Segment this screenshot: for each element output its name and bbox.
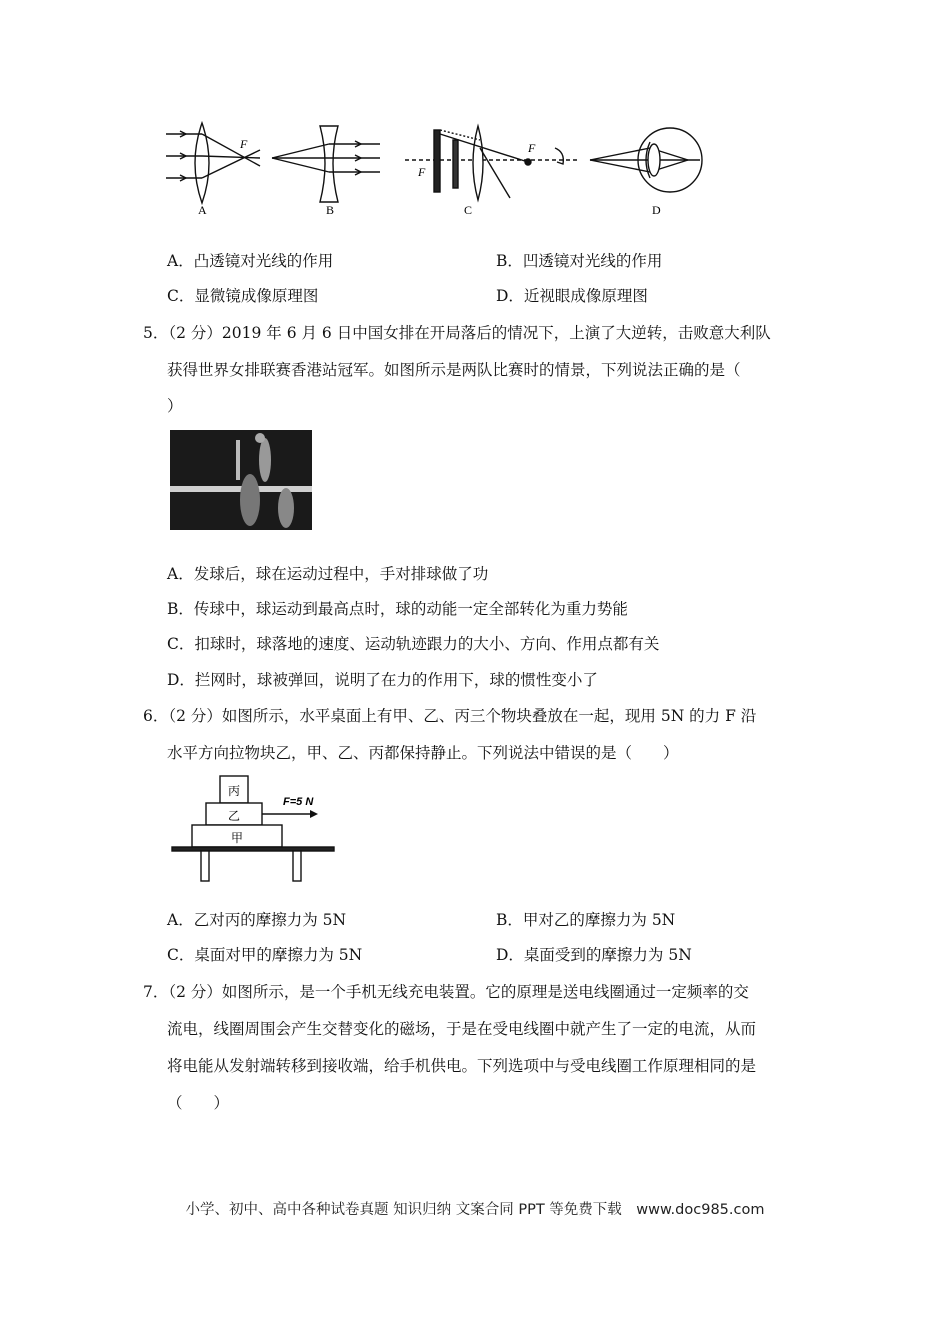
objective-lens [473, 126, 483, 200]
focus-label: F [240, 137, 248, 151]
q6-option-c: C．桌面对甲的摩擦力为 5N [167, 946, 363, 964]
q7-stem-line3: 将电能从发射端转移到接收端，给手机供电。下列选项中与受电线圈工作原理相同的是 [167, 1057, 757, 1075]
q7-stem-line2: 流电，线圈周围会产生交替变化的磁场，于是在受电线圈中就产生了一定的电流，从而 [167, 1020, 757, 1038]
figure-label-a: A [198, 203, 207, 217]
q6-stem-line1: 6．（2 分）如图所示，水平桌面上有甲、乙、丙三个物块叠放在一起，现用 5N 的力 F 沿 [143, 707, 757, 725]
q6-option-a: A．乙对丙的摩擦力为 5N [167, 911, 347, 929]
object-bar [434, 130, 440, 192]
block-jia-label: 甲 [230, 831, 244, 845]
figure-label-d: D [652, 203, 661, 217]
q5-option-b: B．传球中，球运动到最高点时，球的动能一定全部转化为重力势能 [167, 600, 628, 618]
block-yi-label: 乙 [227, 809, 241, 823]
block-bing-label: 丙 [227, 784, 241, 798]
q5-stem-line2: 获得世界女排联赛香港站冠军。如图所示是两队比赛时的情景，下列说法正确的是（ [167, 361, 741, 379]
q6-stem-line2: 水平方向拉物块乙，甲、乙、丙都保持静止。下列说法中错误的是（ ） [167, 744, 679, 762]
svg-text:F: F [528, 141, 536, 155]
q4-option-d: D．近视眼成像原理图 [496, 287, 648, 305]
q5-option-c: C．扣球时，球落地的速度、运动轨迹跟力的大小、方向、作用点都有关 [167, 635, 660, 653]
lens-figure [160, 118, 720, 218]
q4-option-a: A．凸透镜对光线的作用 [167, 252, 334, 270]
q7-stem-line4: （ ） [167, 1094, 230, 1112]
blocks-figure [170, 772, 340, 884]
figure-label-b: B [326, 203, 335, 217]
q4-option-b: B．凹透镜对光线的作用 [496, 252, 663, 270]
q5-option-a: A．发球后，球在运动过程中，手对排球做了功 [167, 565, 489, 583]
force-label: F=5 N [283, 796, 314, 808]
page-footer: 小学、初中、高中各种试卷真题 知识归纳 文案合同 PPT 等免费下载 www.doc985.com [185, 1202, 765, 1218]
q5-stem-line3: ） [167, 397, 183, 415]
q6-option-b: B．甲对乙的摩擦力为 5N [496, 911, 676, 929]
q7-stem-line1: 7．（2 分）如图所示，是一个手机无线充电装置。它的原理是送电线圈通过一定频率的交 [143, 983, 749, 1001]
q6-option-d: D．桌面受到的摩擦力为 5N [496, 946, 692, 964]
svg-text:F: F [418, 165, 426, 179]
figure-label-c: C [464, 203, 473, 217]
q4-option-c: C．显微镜成像原理图 [167, 287, 319, 305]
convex-lens [195, 123, 209, 203]
concave-lens [320, 126, 338, 202]
q5-option-d: D．拦网时，球被弹回，说明了在力的作用下，球的惯性变小了 [167, 671, 598, 689]
volleyball-photo [170, 430, 312, 530]
q5-stem-line1: 5．（2 分）2019 年 6 月 6 日中国女排在开局落后的情况下，上演了大逆转，击败意大利队 [143, 324, 771, 342]
